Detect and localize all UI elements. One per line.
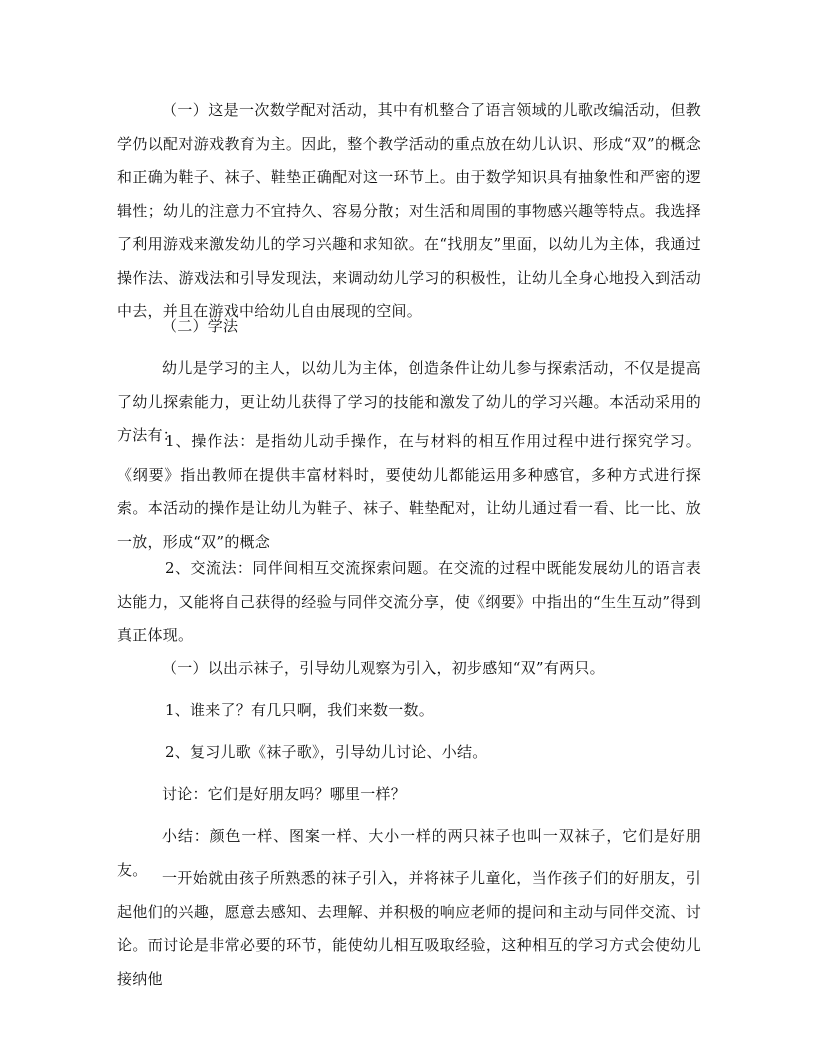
- paragraph-who-came: 1、谁来了？有几只啊，我们来数一数。: [165, 701, 435, 719]
- paragraph-reflection: 一开始就由孩子所熟悉的袜子引入，并将袜子儿童化，当作孩子们的好朋友，引起他们的兴趣，愿意去感知、去理解、并积极的响应老师的提问和主动与同伴交流、讨论。而讨论是非常必要的环节，能使幼儿相互吸取经验，这种相互的学习方式会使幼儿接纳他: [117, 869, 701, 988]
- paragraph-summary: 小结：颜色一样、图案一样、大小一样的两只袜子也叫一双袜子，它们是好朋友。: [117, 827, 701, 879]
- paragraph-teaching-method: （一）这是一次数学配对活动，其中有机整合了语言领域的儿歌改编活动，但教学仍以配对游戏教育为主。因此，整个教学活动的重点放在幼儿认识、形成“双”的概念和正确为鞋子、袜子、鞋垫正确配对这一环节上。由于数学知识具有抽象性和严密的逻辑性；幼儿的注意力不宜持久、容易分散；对生活和周围的事物感兴趣等特点。我选择了利用游戏来激发幼儿的学习兴趣和求知欲。在“找朋友”里面，以幼儿为主体，我通过操作法、游戏法和引导发现法，来调动幼儿学习的积极性，让幼儿全身心地投入到活动中去，并且在游戏中给幼儿自由展现的空间。: [117, 101, 701, 320]
- heading-learning-method: （二）学法: [162, 317, 239, 335]
- paragraph-discussion: 讨论：它们是好朋友吗？哪里一样？: [162, 785, 407, 803]
- paragraph-operation-method: 1、操作法：是指幼儿动手操作，在与材料的相互作用过程中进行探究学习。《纲要》指出教师在提供丰富材料时，要使幼儿都能运用多种感官，多种方式进行探索。本活动的操作是让幼儿为鞋子、袜子、鞋垫配对，让幼儿通过看一看、比一比、放一放，形成“双”的概念: [117, 432, 701, 551]
- paragraph-exchange-method: 2、交流法：同伴间相互交流探索问题。在交流的过程中既能发展幼儿的语言表达能力，又能将自己获得的经验与同伴交流分享，使《纲要》中指出的“生生互动”得到真正体现。: [117, 559, 701, 644]
- paragraph-learning-intro: 幼儿是学习的主人，以幼儿为主体，创造条件让幼儿参与探索活动，不仅是提高了幼儿探索能力，更让幼儿获得了学习的技能和激发了幼儿的学习兴趣。本活动采用的方法有：: [117, 359, 701, 444]
- heading-step-one: （一）以出示袜子，引导幼儿观察为引入，初步感知“双”有两只。: [162, 659, 605, 677]
- paragraph-review-song: 2、复习儿歌《袜子歌》，引导幼儿讨论、小结。: [165, 743, 488, 761]
